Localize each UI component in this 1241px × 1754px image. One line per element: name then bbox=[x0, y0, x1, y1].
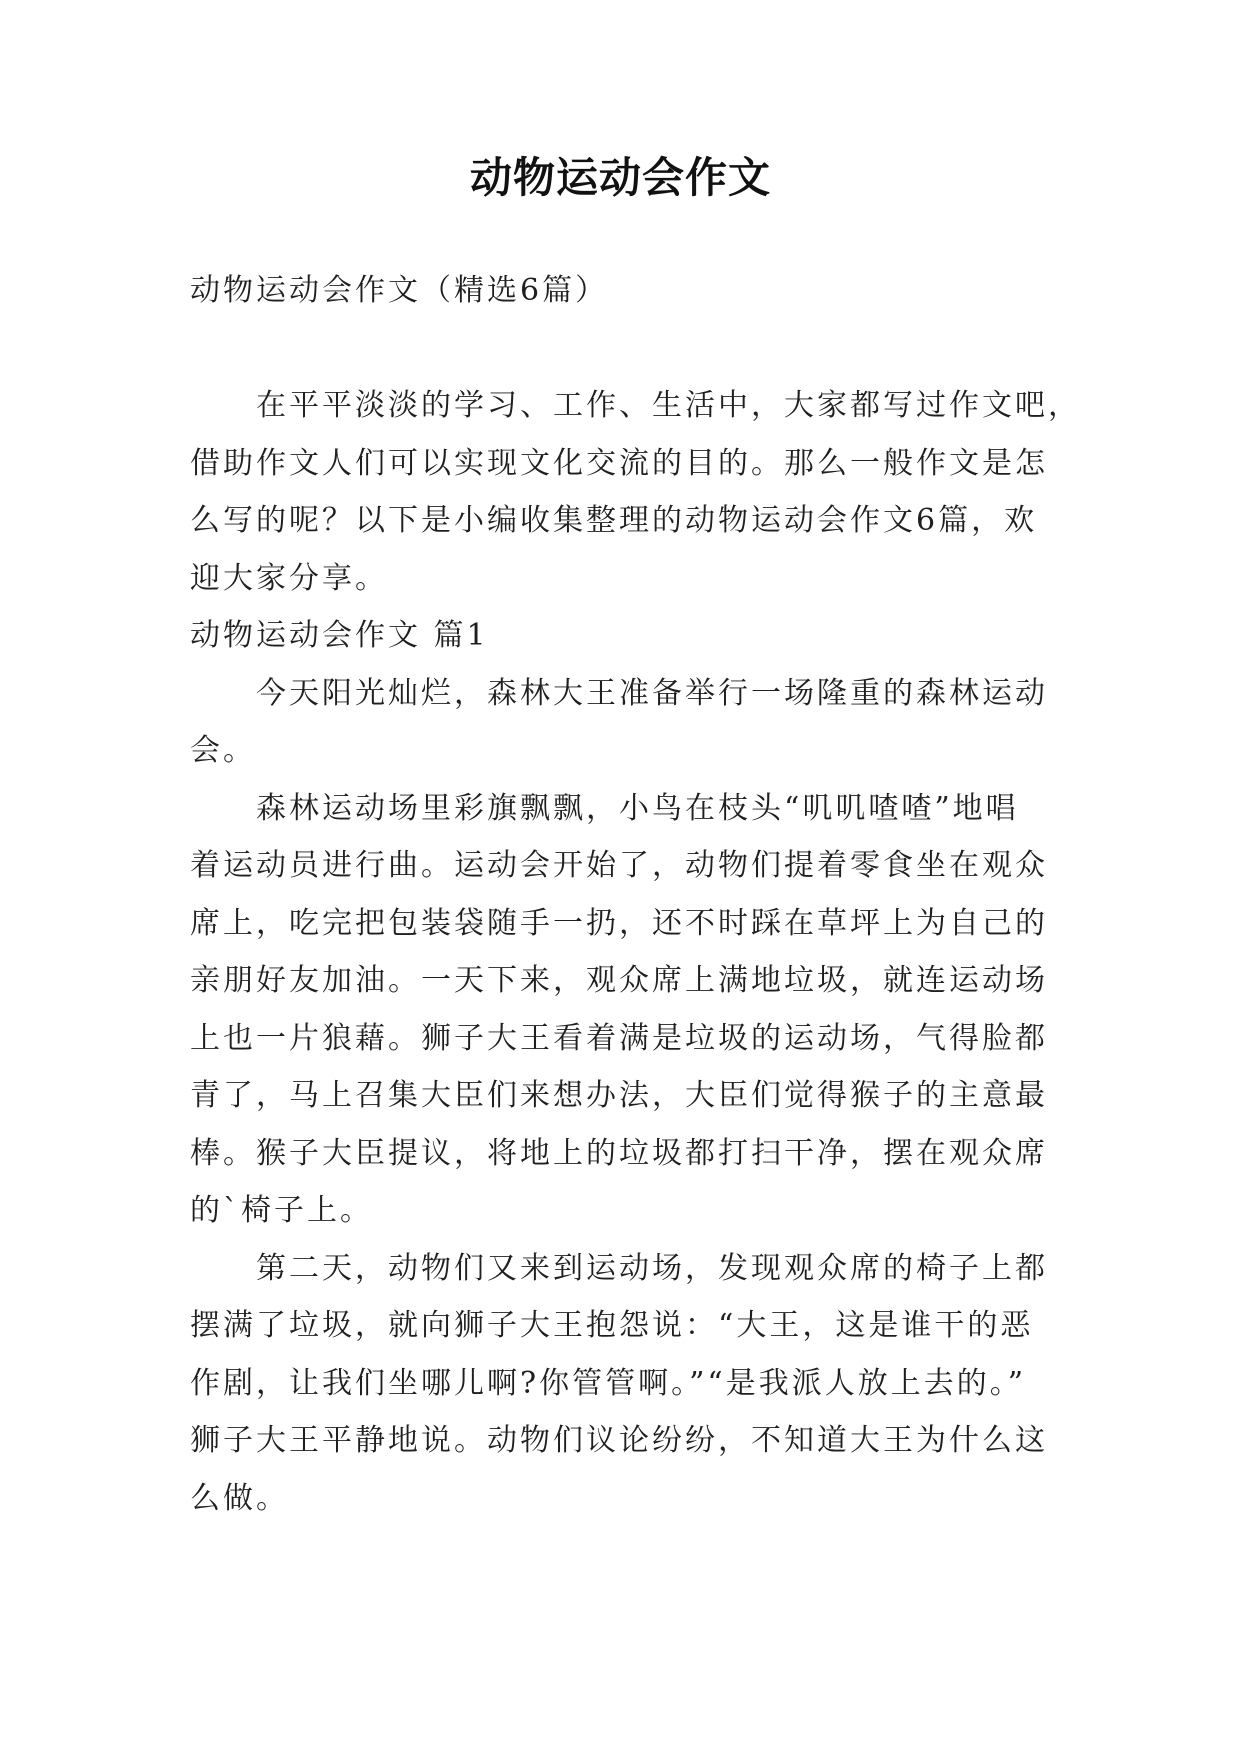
text-line: 今天阳光灿烂，森林大王准备举行一场隆重的森林运动 bbox=[256, 675, 1048, 711]
document-title: 动物运动会作文 bbox=[469, 153, 771, 202]
text-line: 棒。猴子大臣提议，将地上的垃圾都打扫干净，摆在观众席 bbox=[190, 1135, 1048, 1171]
paragraph-3 bbox=[190, 1240, 1050, 1528]
text-line: 青了，马上召集大臣们来想办法，大臣们觉得猴子的主意最 bbox=[190, 1078, 1048, 1113]
text-line: 作剧，让我们坐哪儿啊?你管管啊。”“是我派人放上去的。” bbox=[190, 1365, 1027, 1401]
text-line: 狮子大王平静地说。动物们议论纷纷，不知道大王为什么这 bbox=[190, 1423, 1048, 1458]
text-line: 迎大家分享。 bbox=[190, 560, 388, 596]
document-body bbox=[190, 262, 1081, 1527]
document-subtitle: 动物运动会作文（精选6篇） bbox=[190, 273, 609, 308]
text-line: 的`椅子上。 bbox=[190, 1193, 373, 1228]
text-line: 森林运动场里彩旗飘飘，小鸟在枝头“叽叽喳喳”地唱 bbox=[256, 790, 1019, 826]
paragraph-1 bbox=[190, 665, 1050, 780]
text-line: 借助作文人们可以实现文化交流的目的。那么一般作文是怎 bbox=[190, 445, 1048, 481]
text-line: 第二天，动物们又来到运动场，发现观众席的椅子上都 bbox=[256, 1250, 1048, 1286]
paragraph-2 bbox=[190, 780, 1050, 1240]
text-line: 着运动员进行曲。运动会开始了，动物们提着零食坐在观众 bbox=[190, 848, 1048, 883]
blank-line bbox=[190, 320, 1050, 378]
text-line: 会。 bbox=[190, 733, 256, 768]
text-line: 么写的呢？以下是小编收集整理的动物运动会作文6篇，欢 bbox=[190, 503, 1038, 538]
intro-paragraph bbox=[190, 377, 1081, 607]
section-heading: 动物运动会作文 篇1 bbox=[190, 618, 489, 653]
text-line: 么做。 bbox=[190, 1480, 289, 1516]
text-line: 摆满了垃圾，就向狮子大王抱怨说：“大王，这是谁干的恶 bbox=[190, 1308, 1034, 1343]
text-line: 在平平淡淡的学习、工作、生活中，大家都写过作文吧， bbox=[256, 388, 1081, 423]
text-line: 亲朋好友加油。一天下来，观众席上满地垃圾，就连运动场 bbox=[190, 963, 1048, 998]
text-line: 席上，吃完把包装袋随手一扔，还不时踩在草坪上为自己的 bbox=[190, 905, 1048, 941]
text-line: 上也一片狼藉。狮子大王看着满是垃圾的运动场，气得脸都 bbox=[190, 1020, 1048, 1056]
